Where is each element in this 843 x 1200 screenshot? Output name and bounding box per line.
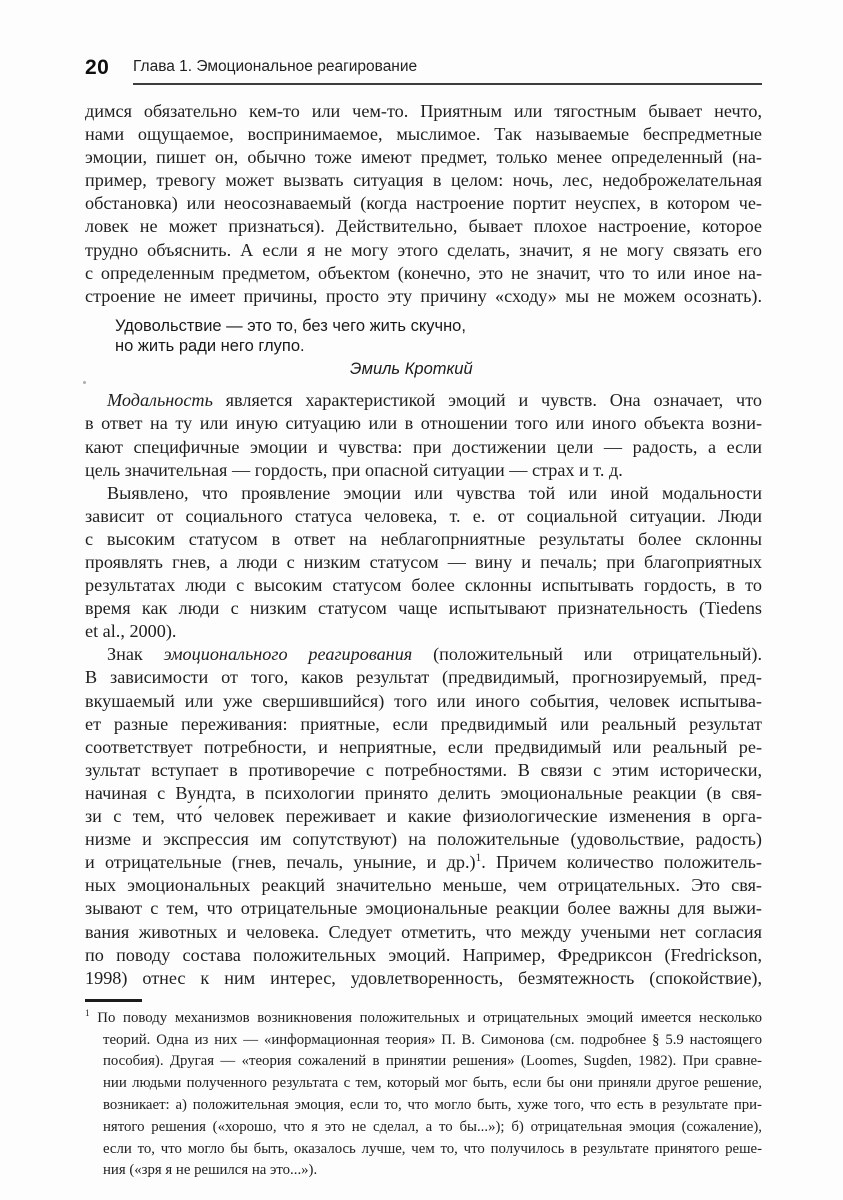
chapter-title: Глава 1. Эмоциональное реагирование	[133, 58, 762, 85]
paragraph-status	[85, 482, 762, 644]
text-line: зи с тем, что́ человек переживает и какие физиологические изменения в орга-	[85, 806, 762, 827]
footnote-separator	[85, 999, 142, 1002]
text-line: нами ощущаемое, воспринимаемое, мыслимое. Так называемые беспредметные	[85, 124, 762, 145]
text-line: пример, тревогу может вызвать ситуация в целом: ночь, лес, недоброжелательная	[85, 170, 762, 191]
paragraph-continuation	[85, 100, 762, 308]
text-line: Удовольствие — это то, без чего жить скучно,	[115, 316, 466, 335]
text-line: ных эмоциональных реакций значительно меньше, чем отрицательных. Это свя-	[85, 875, 762, 896]
text-line: соответствует потребности, и неприятные, если предвидимый или реальный ре-	[85, 736, 762, 757]
text-line: Выявлено, что проявление эмоции или чувства той или иной модальности	[107, 482, 762, 503]
text-line: в ответ на ту или иную ситуацию или в отношении того или иного объекта возни-	[85, 413, 762, 434]
text-line: кают специфичные эмоции и чувства: при достижении цели — радость, а если	[85, 436, 762, 457]
text-line: строение не имеет причины, просто эту причину «сходу» мы не можем осознать).	[85, 285, 762, 306]
text-line: зультат вступает в противоречие с потребностями. В связи с этим исторически,	[85, 759, 762, 780]
text-line: и отрицательные (гнев, печаль, уныние, и др.)$^1$. Причем количество положитель-	[85, 852, 762, 873]
text-line: с определенным предметом, объектом (конечно, это не значит, что то или иное на-	[85, 262, 762, 283]
text-line: Знак эмоционального реагирования (положительный или отрицательный).	[107, 644, 762, 665]
text-line: проявлять гнев, а люди с низким статусом — вину и печаль; при благоприятных	[85, 552, 762, 572]
text-line: et al., 2000).	[85, 621, 177, 642]
text-line: с высоким статусом в ответ на неблагопрниятные результаты более склонны	[85, 528, 762, 549]
text-line: 1998) отнес к ним интерес, удовлетворенность, безмятежность (спокойствие),	[85, 967, 762, 988]
text-line: ет разные переживания: приятные, если предвидимый или реальный результат	[85, 713, 762, 734]
text-line: время как люди с низким статусом чаще испытывают признательность (Tiedens	[85, 598, 762, 619]
text-line: низме и экспрессия им сопутствуют) на положительные (удовольствие, радость)	[85, 829, 762, 850]
page-number: 20	[85, 56, 110, 79]
text-line: трудно объяснить. А если я не могу этого сделать, значит, я не могу связать его	[85, 239, 762, 260]
epigraph	[115, 316, 762, 380]
epigraph-author: Эмиль Кроткий	[350, 359, 473, 378]
text-line: В зависимости от того, каков результат (предвидимый, прогнозируемый, пред-	[85, 667, 762, 688]
text-line: если то, что могло бы быть, оказалось лучше, чем то, что получилось в результате принятого реше-	[103, 1140, 762, 1157]
text-line: теорий. Одна из них — «информационная теория» П. В. Симонова (см. подробнее § 5.9 настоящего	[103, 1031, 762, 1048]
text-line: Модальность является характеристикой эмоций и чувств. Она означает, что	[107, 390, 762, 411]
text-line: начиная с Вундта, в психологии принято делить эмоциональные реакции (в свя-	[85, 782, 762, 803]
text-line: результатах люди с высоким статусом более склонны испытывать гордость, в то	[85, 575, 762, 596]
text-line: по поводу состава положительных эмоций. Например, Фредриксон (Fredrickson,	[85, 944, 762, 965]
scan-artifact	[83, 381, 86, 384]
text-line: но жить ради него глупо.	[115, 337, 305, 356]
footnote-text	[85, 1008, 762, 1182]
text-line: димся обязательно кем-то или чем-то. Приятным или тягостным бывает нечто,	[85, 101, 762, 121]
text-line: пособия). Другая — «теория сожалений в принятии решения» (Loomes, Sugden, 1982). При сравне-	[103, 1053, 762, 1070]
text-line: ния («зря я не решился на это...»).	[103, 1162, 318, 1179]
text-line: нятого решения («хорошо, что я это не сделал, а то бы...»); б) отрицательная эмоция (сожаление),	[103, 1118, 762, 1135]
text-line: обстановка) или неосознаваемый (когда настроение портит неуспех, в котором че-	[85, 193, 762, 214]
footnote-block	[85, 999, 762, 1182]
running-header	[85, 56, 762, 85]
paragraph-sign	[85, 643, 762, 989]
paragraph-modality	[85, 389, 762, 481]
text-line: эмоции, пишет он, обычно тоже имеют предмет, только менее определенный (на-	[85, 147, 762, 168]
text-line: $^1$ По поводу механизмов возникновения положительных и отрицательных эмоций имеется несколько	[85, 1007, 762, 1026]
text-line: ловек не может признаться). Действительно, бывает плохое настроение, которое	[85, 216, 762, 237]
text-line: зывают с тем, что отрицательные эмоциональные реакции более важны для выжи-	[85, 898, 762, 919]
text-line: вания животных и человека. Следует отметить, что между учеными нет согласия	[85, 921, 762, 942]
text-line: зависит от социального статуса человека, т. е. от социальной ситуации. Люди	[85, 505, 762, 526]
text-line: нии людьми полученного результата с тем, который мог быть, если бы они приняли другое решение,	[103, 1075, 762, 1092]
text-line: вкушаемый или уже свершившийся) того или иного события, человек испытыва-	[85, 690, 762, 711]
text-line: возникает: а) положительная эмоция, если то, что могло быть, хуже того, что есть в результате при-	[103, 1096, 762, 1113]
text-line: цель значительная — гордость, при опасной ситуации — страх и т. д.	[85, 459, 623, 480]
epigraph-quote	[115, 316, 762, 357]
page-body	[85, 100, 762, 990]
